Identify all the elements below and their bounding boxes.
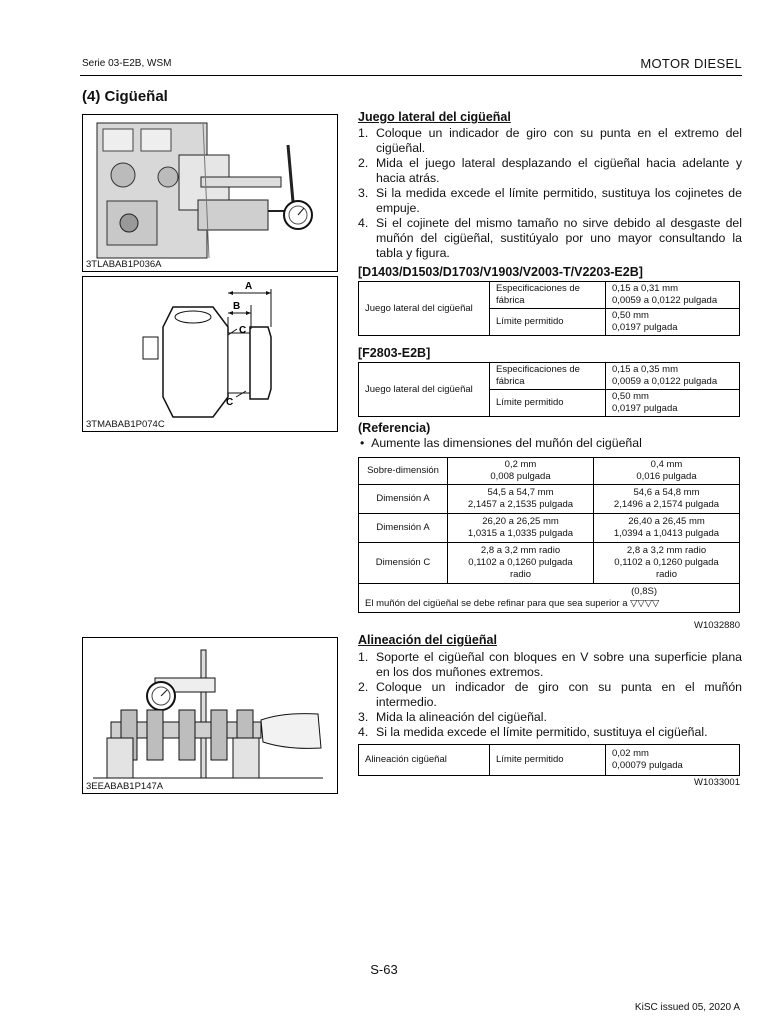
step-3: 3. Mida la alineación del cigüeñal.	[358, 710, 547, 724]
reference-code: W1033001	[694, 777, 740, 788]
dim-row-value: 26,40 a 26,45 mm 1,0394 a 1,0413 pulgada	[594, 514, 740, 543]
spec-value: 0,15 a 0,31 mm 0,0059 a 0,0122 pulgada	[606, 282, 740, 309]
dim-note-text: El muñón del cigüeñal se debe refinar para que sea superior a ▽▽▽▽	[365, 598, 660, 609]
dim-note	[359, 584, 740, 613]
header-section: MOTOR DIESEL	[640, 56, 742, 71]
dim-row-value: 2,8 a 3,2 mm radio 0,1102 a 0,1260 pulgada radio	[594, 543, 740, 584]
crankshaft-dimension-diagram	[83, 277, 337, 431]
spec-label: Especificaciones de fábrica	[490, 363, 606, 390]
step-4: 4. Si la medida excede el límite permitido, sustituya el cigüeñal.	[358, 725, 708, 739]
spec-value: 0,15 a 0,35 mm 0,0059 a 0,0122 pulgada	[606, 363, 740, 390]
limit-label: Límite permitido	[490, 309, 606, 336]
label-a: A	[245, 281, 253, 292]
step-2: 2. Mida el juego lateral desplazando el cigüeñal hacia adelante y hacia atrás.	[358, 156, 742, 185]
limit-value: 0,50 mm 0,0197 pulgada	[606, 309, 740, 336]
alignment-heading: Alineación del cigüeñal	[358, 633, 497, 647]
end-play-heading: Juego lateral del cigüeñal	[358, 110, 511, 124]
header-rule	[80, 75, 742, 76]
dim-row-label: Dimensión C	[359, 543, 448, 584]
engine-dial-gauge-illustration	[83, 115, 337, 271]
table-item: Alineación cigüeñal	[359, 745, 490, 776]
dim-row-label: Dimensión A	[359, 485, 448, 514]
label-c-top: C	[239, 325, 247, 336]
step-1: 1. Soporte el cigüeñal con bloques en V sobre una superficie plana en los dos muñones extremos.	[358, 650, 742, 679]
end-play-steps	[358, 126, 742, 261]
limit-value: 0,02 mm 0,00079 pulgada	[606, 745, 740, 776]
spec-label: Especificaciones de fábrica	[490, 282, 606, 309]
table-item: Juego lateral del cigüeñal	[359, 363, 490, 417]
reference-bullet: • Aumente las dimensiones del muñón del cigüeñal	[360, 436, 642, 450]
limit-label: Límite permitido	[490, 390, 606, 417]
label-b: B	[233, 301, 241, 312]
model-list-2: [F2803-E2B]	[358, 346, 431, 360]
dim-row-value: 2,8 a 3,2 mm radio 0,1102 a 0,1260 pulgada radio	[448, 543, 594, 584]
alignment-table	[358, 744, 740, 776]
reference-heading: (Referencia)	[358, 421, 431, 435]
figure-crankshaft-alignment	[82, 637, 338, 794]
dim-header-label: Sobre-dimensión	[359, 458, 448, 485]
dim-header-0-2: 0,2 mm 0,008 pulgada	[448, 458, 594, 485]
figure-caption: 3TMABAB1P074C	[86, 419, 165, 430]
label-c-bottom: C	[226, 397, 234, 408]
dim-row-label: Dimensión A	[359, 514, 448, 543]
model-list-1: [D1403/D1503/D1703/V1903/V2003-T/V2203-E2B]	[358, 265, 643, 279]
limit-label: Límite permitido	[490, 745, 606, 776]
dim-row-value: 26,20 a 26,25 mm 1,0315 a 1,0335 pulgada	[448, 514, 594, 543]
dim-row-value: 54,5 a 54,7 mm 2,1457 a 2,1535 pulgada	[448, 485, 594, 514]
crankshaft-alignment-illustration	[83, 638, 337, 793]
step-3: 3. Si la medida excede el límite permitido, sustituya los cojinetes de empuje.	[358, 186, 742, 215]
issue-info: KiSC issued 05, 2020 A	[634, 1002, 740, 1013]
step-4: 4. Si el cojinete del mismo tamaño no sirve debido al desgaste del muñón del cigüeñal, sustitúyalo por uno mayor consultando la tabla y figura.	[358, 216, 742, 260]
alignment-steps	[358, 650, 742, 740]
figure-crankshaft-dimensions	[82, 276, 338, 432]
surface-finish-mark: (0,8S)	[631, 586, 657, 597]
header-series: Serie 03-E2B, WSM	[82, 58, 172, 69]
figure-caption: 3TLABAB1P036A	[86, 259, 162, 270]
page-number: S-63	[370, 962, 398, 977]
figure-end-play-engine	[82, 114, 338, 272]
end-play-table-1	[358, 281, 740, 336]
table-item: Juego lateral del cigüeñal	[359, 282, 490, 336]
figure-caption: 3EEABAB1P147A	[86, 781, 164, 792]
dim-header-0-4: 0,4 mm 0,016 pulgada	[594, 458, 740, 485]
limit-value: 0,50 mm 0,0197 pulgada	[606, 390, 740, 417]
section-title: (4) Cigüeñal	[82, 88, 168, 105]
step-1: 1. Coloque un indicador de giro con su punta en el extremo del cigüeñal.	[358, 126, 742, 155]
reference-code: W1032880	[694, 620, 740, 631]
dim-row-value: 54,6 a 54,8 mm 2,1496 a 2,1574 pulgada	[594, 485, 740, 514]
step-2: 2. Coloque un indicador de giro con su punta en el muñón intermedio.	[358, 680, 742, 709]
end-play-table-2	[358, 362, 740, 417]
oversize-dimension-table	[358, 457, 740, 613]
